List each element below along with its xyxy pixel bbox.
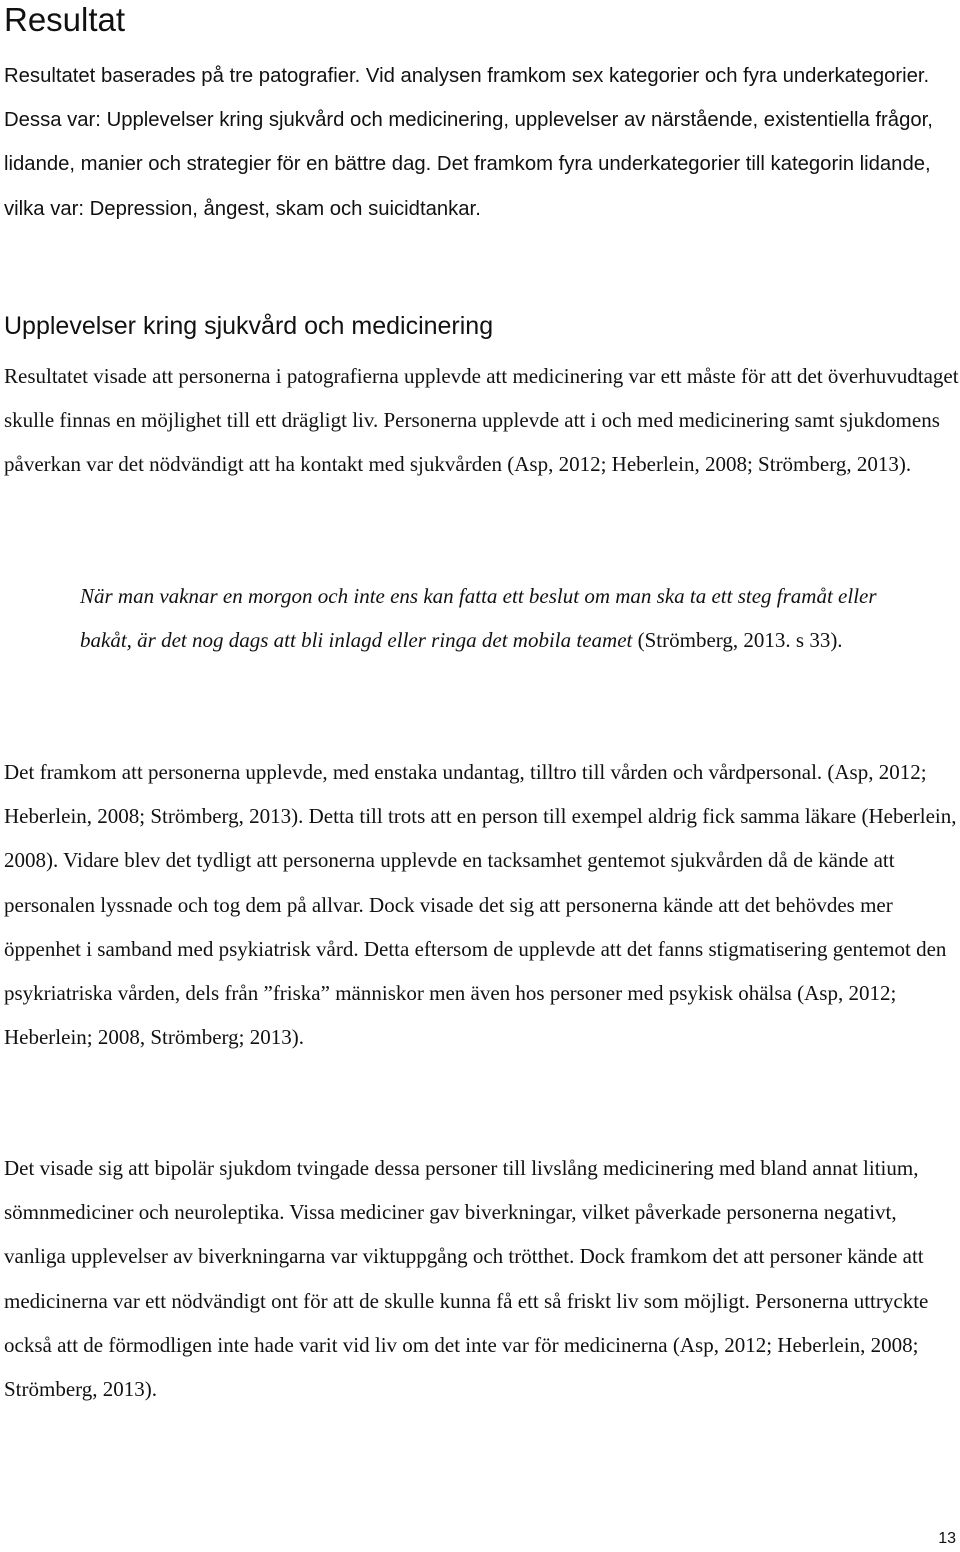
- body-paragraph-2: Det framkom att personerna upplevde, med enstaka undantag, tilltro till vården och vårdpersonal. (Asp, 2012; Heberlein, 2008; Strömberg, 2013). Detta till trots att en person till exempel aldrig fick samma läkare (Heberlein, 2008). Vidare blev det tydligt att personerna upplevde en tacksamhet gentemot sjukvården då de kände att personalen lyssnade och tog dem på allvar. Dock visade det sig att personerna kände att det behövdes mer öppenhet i samband med psykiatrisk vård. Detta eftersom de upplevde att det fanns stigmatisering gentemot den psykriatriska vården, dels från ”friska” människor men även hos personer med psykisk ohälsa (Asp, 2012; Heberlein; 2008, Strömberg; 2013).: [4, 760, 957, 1050]
- intro-paragraph: Resultatet baserades på tre patografier. Vid analysen framkom sex kategorier och fyra underkategorier. Dessa var: Upplevelser kring sjukvård och medicinering, upplevelser av närstående, existentiella frågor, lidande, manier och strategier för en bättre dag. Det framkom fyra underkategorier till kategorin lidande, vilka var: Depression, ångest, skam och suicidtankar.: [4, 65, 933, 220]
- page-number: 13: [938, 1530, 956, 1547]
- body-paragraph-3: Det visade sig att bipolär sjukdom tvingade dessa personer till livslång medicinering med bland annat litium, sömnmediciner och neuroleptika. Vissa mediciner gav biverkningar, vilket påverkade personerna negativt, vanliga upplevelser av biverkningarna var viktuppgång och trötthet. Dock framkom det att personer kände att medicinerna var ett nödvändigt ont för att de skulle kunna få ett så friskt liv som möjligt. Personerna uttryckte också att de förmodligen inte hade varit vid liv om det inte var för medicinerna (Asp, 2012; Heberlein, 2008; Strömberg, 2013).: [4, 1156, 929, 1402]
- quote-text: När man vaknar en morgon och inte ens kan fatta ett beslut om man ska ta ett steg framåt eller bakåt, är det nog dags att bli inlagd eller ringa det mobila teamet: [80, 584, 877, 653]
- document-page: [4, 0, 960, 1552]
- block-quote: [80, 574, 880, 662]
- body-paragraph-1: Resultatet visade att personerna i patografierna upplevde att medicinering var ett måste för att det överhuvudtaget skulle finnas en möjlighet till ett drägligt liv. Personerna upplevde att i och med medicinering samt sjukdomens påverkan var det nödvändigt att ha kontakt med sjukvården (Asp, 2012; Heberlein, 2008; Strömberg, 2013).: [4, 364, 959, 477]
- quote-citation: (Strömberg, 2013. s 33).: [632, 628, 843, 653]
- page-title: Resultat: [4, 1, 126, 38]
- section-heading: Upplevelser kring sjukvård och medicinering: [4, 312, 494, 340]
